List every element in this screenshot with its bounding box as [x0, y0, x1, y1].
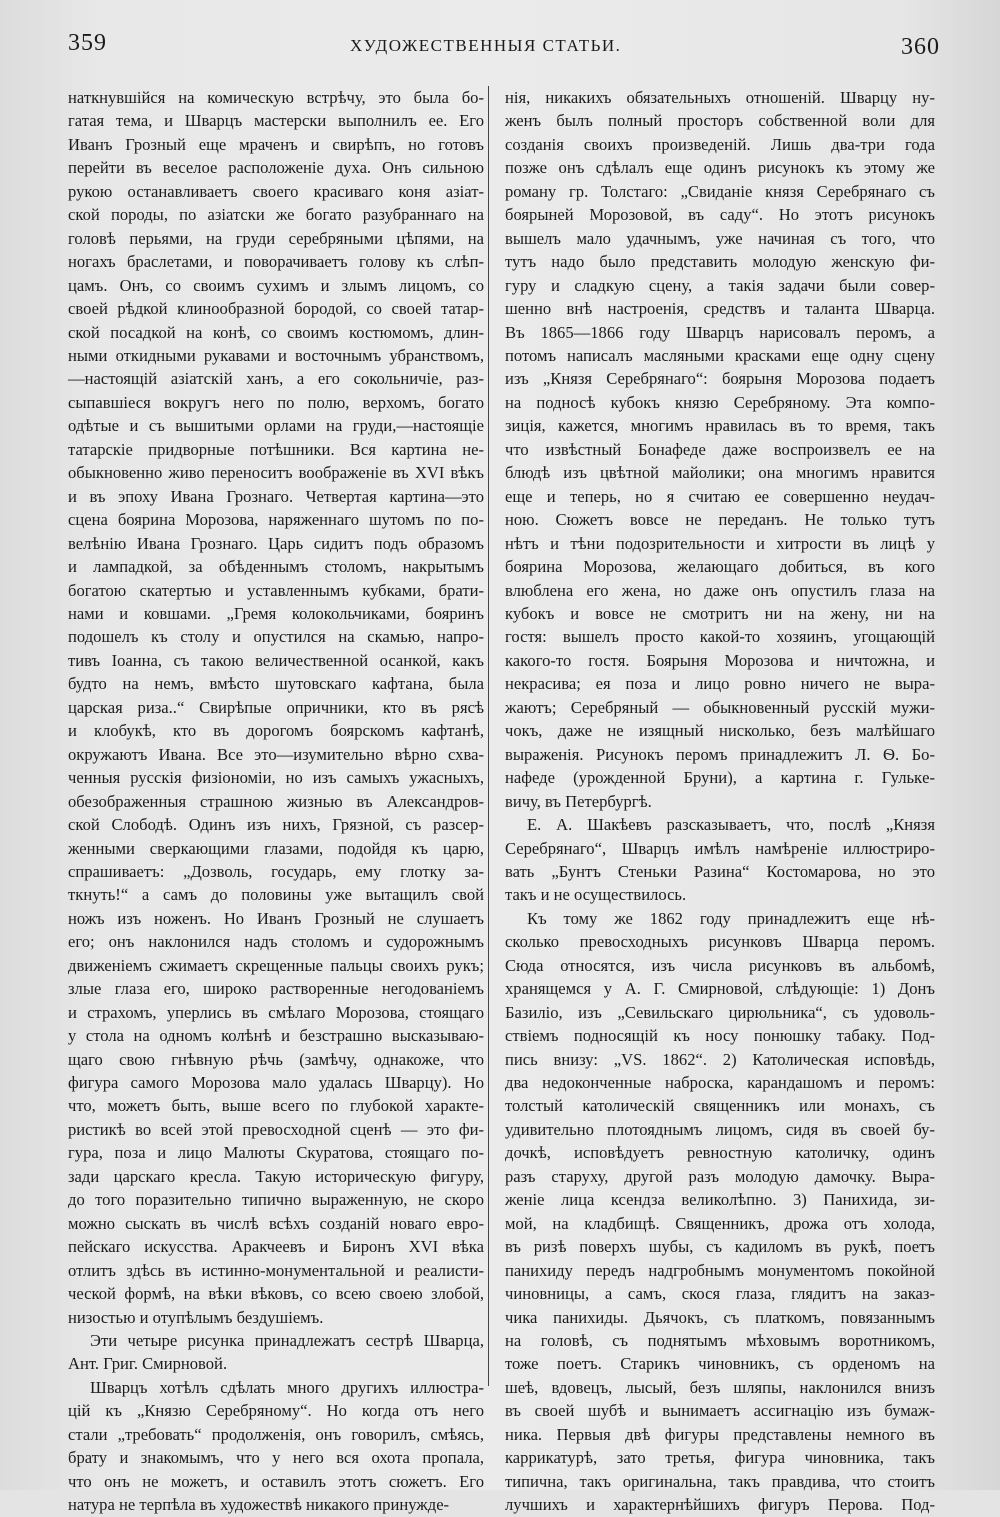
- text-line: ткнуть!“ а самъ до половины уже вытащилъ свой: [68, 885, 484, 905]
- text-line: ника. Первыя двѣ фигуры представлены немного въ: [505, 1424, 935, 1444]
- text-line: зиція, кажется, многимъ нравилась въ то время, такъ: [505, 416, 935, 436]
- text-line: и въ эпоху Ивана Грознаго. Четвертая картина—это: [68, 486, 484, 506]
- text-line: роману гр. Толстаго: „Свиданіе князя Серебрянаго съ: [505, 181, 935, 201]
- text-line: ской Слободѣ. Одинъ изъ нихъ, Грязной, съ разсер-: [68, 815, 484, 835]
- text-line: пись внизу: „VS. 1862“. 2) Католическая исповѣдь,: [505, 1049, 935, 1069]
- text-line: пейскаго искусства. Аракчеевъ и Биронъ XVI вѣка: [68, 1237, 484, 1257]
- text-line: мой, на кладбищѣ. Священникъ, дрожа отъ холода,: [505, 1213, 935, 1233]
- text-line: злые глаза его, широко растворенные негодованіемъ: [68, 979, 484, 999]
- text-line: созданія своихъ произведеній. Лишь два-три года: [505, 134, 935, 154]
- text-line: рукою останавливаетъ своего красиваго коня азіат-: [68, 181, 484, 201]
- text-line: одѣтые и съ вышитыми орлами на груди,—настоящіе: [68, 416, 484, 436]
- text-line: гатая тема, и Шварцъ мастерски выполнилъ ее. Его: [68, 111, 484, 131]
- text-line: Базиліо, изъ „Севильскаго цирюльника“, съ удоволь-: [505, 1002, 935, 1022]
- text-line: въ своей шубѣ и вынимаетъ ассигнацію изъ бумаж-: [505, 1401, 935, 1421]
- text-line: и страхомъ, уперлись въ смѣлаго Морозова, стоящаго: [68, 1002, 484, 1022]
- text-line: тивъ Іоанна, съ такою величественной осанкой, какъ: [68, 650, 484, 670]
- text-line: изъ „Князя Серебрянаго“: боярыня Морозова подаетъ: [505, 369, 935, 389]
- text-line: щаго свою гнѣвную рѣчь (замѣчу, однакоже, что: [68, 1049, 484, 1069]
- text-line: нія, никакихъ обязательныхъ отношеній. Шварцу ну-: [505, 88, 935, 107]
- text-line: толстый католическій священникъ или монахъ, съ: [505, 1096, 935, 1116]
- text-line: женными сверкающими глазами, подойдя къ царю,: [68, 838, 484, 858]
- text-line: женіе лица ксендза великолѣпно. 3) Панихида, зи-: [505, 1190, 935, 1210]
- text-line: цамъ. Онъ, со своимъ сухимъ и злымъ лицомъ, со: [68, 275, 484, 295]
- text-line: стали „требовать“ продолженія, онъ говорилъ, смѣясь,: [68, 1424, 484, 1444]
- text-line: кубокъ и вовсе не смотритъ ни на жену, ни на: [505, 603, 935, 623]
- text-line: панихиду передъ надгробнымъ монументомъ покойной: [505, 1260, 935, 1280]
- text-line: ными откидными рукавами и восточнымъ убранствомъ,: [68, 345, 484, 365]
- text-line: у стола на одномъ колѣнѣ и безстрашно высказываю-: [68, 1026, 484, 1046]
- text-line: наткнувшійся на комическую встрѣчу, это была бо-: [68, 88, 484, 107]
- text-line: и клобукѣ, кто въ дорогомъ боярскомъ кафтанѣ,: [68, 721, 484, 741]
- text-line: ною. Сюжетъ вовсе не переданъ. Не только тутъ: [505, 510, 935, 530]
- text-line: два недоконченные наброска, карандашомъ и перомъ:: [505, 1073, 935, 1093]
- text-line: ствіемъ подносящій къ носу понюшку табаку. Под-: [505, 1026, 935, 1046]
- text-line: татарскіе придворные потѣшники. Вся картина не-: [68, 439, 484, 459]
- text-line: выраженія. Рисунокъ перомъ принадлежитъ Л. Ѳ. Бо-: [505, 744, 935, 764]
- text-line: Серебрянаго“, Шварцъ имѣлъ намѣреніе иллюстриро-: [505, 838, 935, 858]
- text-line: некрасива; ея поза и лицо ровно ничего не выра-: [505, 674, 935, 694]
- text-line: женъ былъ полный просторъ собственной воли для: [505, 111, 935, 131]
- text-line: ческой формѣ, на вѣки вѣковъ, со всею своею злобой,: [68, 1284, 484, 1304]
- text-line: его; онъ наклонился надъ столомъ и судорожнымъ: [68, 932, 484, 952]
- text-line: дочкѣ, исповѣдуетъ ревностную католичку, одинъ: [505, 1143, 935, 1163]
- right-text-column: [505, 86, 935, 1517]
- text-line: будто на немъ, вмѣсто шутовскаго кафтана, была: [68, 674, 484, 694]
- text-line: нѣтъ и тѣни подозрительности и хитрости въ лицѣ у: [505, 533, 935, 553]
- text-line: цій къ „Князю Серебряному“. Но когда отъ него: [68, 1401, 484, 1421]
- text-line: типична, такъ оригинальна, такъ правдива, что стоитъ: [505, 1471, 935, 1491]
- text-line: сколько превосходныхъ рисунковъ Шварца перомъ.: [505, 932, 935, 952]
- text-line: что извѣстный Бонафеде даже воспроизвелъ ее на: [505, 439, 935, 459]
- text-line: чиновницы, а самъ, скося глаза, глядитъ на заказ-: [505, 1284, 935, 1304]
- text-line: влюблена его жена, но даже онъ опустилъ глаза на: [505, 580, 935, 600]
- text-line: боярыней Морозовой, въ саду“. Но этотъ рисунокъ: [505, 205, 935, 225]
- text-line: вышелъ мало удачнымъ, уже начиная съ того, что: [505, 228, 935, 248]
- text-line: ской посадкой на конѣ, со своимъ костюмомъ, длин-: [68, 322, 484, 342]
- text-line: Е. А. Шакѣевъ разсказываетъ, что, послѣ „Князя: [527, 815, 935, 835]
- text-line: Иванъ Грозный еще мраченъ и свирѣпъ, но готовъ: [68, 134, 484, 154]
- text-line: шенно внѣ настроенія, средствъ и таланта Шварца.: [505, 299, 935, 319]
- text-line: какого-то гостя. Боярыня Морозова и ничтожна, и: [505, 650, 935, 670]
- text-line: разъ старуху, другой разъ молодую дамочку. Выра-: [505, 1166, 935, 1186]
- text-line: лучшихъ и характернѣйшихъ фигуръ Перова. Под-: [505, 1495, 935, 1515]
- text-line: вичу, въ Петербургѣ.: [505, 791, 652, 811]
- text-line: шеѣ, вдовецъ, лысый, безъ шляпы, наклонился внизъ: [505, 1377, 935, 1397]
- text-line: движеніемъ сжимаетъ скрещенные пальцы своихъ рукъ;: [68, 955, 484, 975]
- text-line: позже онъ сдѣлалъ еще одинъ рисунокъ къ этому же: [505, 158, 935, 178]
- text-line: окружаютъ Ивана. Все это—изумительно вѣрно схва-: [68, 744, 484, 764]
- text-line: Ант. Григ. Смирновой.: [68, 1354, 228, 1374]
- text-line: богатою скатертью и уставленнымъ кубками, брати-: [68, 580, 484, 600]
- text-line: зади царскаго кресла. Такую историческую фигуру,: [68, 1166, 484, 1186]
- page-number-left: 359: [68, 30, 107, 56]
- text-line: до того поразительно типично выраженную, не скоро: [68, 1190, 484, 1210]
- text-line: на головѣ, съ поднятымъ мѣховымъ воротникомъ,: [505, 1331, 935, 1351]
- column-divider: [488, 86, 489, 1386]
- text-line: тутъ надо было представить молодую женскую фи-: [505, 252, 935, 272]
- text-line: обезображенныя страшною жизнью въ Александров-: [68, 791, 484, 811]
- text-line: ножъ изъ ноженъ. Но Иванъ Грозный не слушаетъ: [68, 908, 484, 928]
- text-line: подошелъ къ столу и опустился на скамью, напро-: [68, 627, 484, 647]
- text-line: что онъ не можетъ, и оставилъ этотъ сюжетъ. Его: [68, 1471, 484, 1491]
- text-line: тоже поетъ. Старикъ чиновникъ, съ орденомъ на: [505, 1354, 935, 1374]
- text-line: потомъ написалъ масляными красками еще одну сцену: [505, 345, 935, 365]
- text-line: брату и знакомымъ, что у него вся охота пропала,: [68, 1448, 484, 1468]
- text-line: гура, поза и лицо Малюты Скуратова, стоящаго по-: [68, 1143, 484, 1163]
- text-line: перейти въ веселое расположеніе духа. Онъ сильною: [68, 158, 484, 178]
- text-line: чокъ, даже не изящный нисколько, безъ малѣйшаго: [505, 721, 935, 741]
- text-line: отлитъ здѣсь въ истинно-монументальной и реалисти-: [68, 1260, 484, 1280]
- text-line: каррикатурѣ, зато третья, фигура чиновника, такъ: [505, 1448, 935, 1468]
- text-line: гостя: вышелъ просто какой-то хозяинъ, угощающій: [505, 627, 935, 647]
- text-line: царская риза..“ Свирѣпые опричники, кто въ рясѣ: [68, 697, 484, 717]
- text-line: велѣнію Ивана Грознаго. Царь сидитъ подъ образомъ: [68, 533, 484, 553]
- text-line: чика панихиды. Дьячокъ, съ платкомъ, повязаннымъ: [505, 1307, 935, 1327]
- text-line: ногахъ браслетами, и поворачиваетъ голову къ слѣп-: [68, 252, 484, 272]
- text-line: гуру и сладкую сцену, а такія задачи были совер-: [505, 275, 935, 295]
- text-line: такъ и не осуществилось.: [505, 885, 687, 905]
- text-line: на подносѣ кубокъ князю Серебряному. Эта компо-: [505, 392, 935, 412]
- text-line: Эти четыре рисунка принадлежатъ сестрѣ Шварца,: [90, 1331, 484, 1351]
- text-line: спрашиваетъ: „Дозволь, государь, ему глотку за-: [68, 861, 484, 881]
- text-line: блюдѣ изъ цвѣтной майолики; она многимъ нравится: [505, 463, 935, 483]
- running-title: ХУДОЖЕСТВЕННЫЯ СТАТЬИ.: [350, 36, 622, 55]
- text-line: Шварцъ хотѣлъ сдѣлать много другихъ иллюстра-: [90, 1377, 484, 1397]
- text-line: вать „Бунтъ Стеньки Разина“ Костомарова, но это: [505, 861, 935, 881]
- text-line: еще и теперь, но я считаю ее совершенно неудач-: [505, 486, 935, 506]
- text-line: и лампадкой, за обѣденнымъ столомъ, накрытымъ: [68, 557, 484, 577]
- text-line: удивительно плотояднымъ лицомъ, сидя въ своей бу-: [505, 1119, 935, 1139]
- text-line: —настоящій азіатскій ханъ, а его сокольничіе, раз-: [68, 369, 484, 389]
- left-text-column: [68, 86, 484, 1517]
- text-line: сцена боярина Морозова, наряженнаго шутомъ по по-: [68, 510, 484, 530]
- text-line: что, можетъ быть, выше всего по глубокой характе-: [68, 1096, 484, 1116]
- text-line: хранящемся у А. Г. Смирновой, слѣдующіе: 1) Донъ: [505, 979, 935, 999]
- text-line: ченныя русскія физіономіи, но изъ самыхъ ужасныхъ,: [68, 768, 484, 788]
- text-line: Къ тому же 1862 году принадлежитъ еще нѣ-: [527, 908, 935, 928]
- text-line: Въ 1865—1866 году Шварцъ нарисовалъ перомъ, а: [505, 322, 935, 342]
- text-line: Сюда относятся, изъ числа рисунковъ въ альбомѣ,: [505, 955, 935, 975]
- text-line: жаютъ; Серебряный — обыкновенный русскій мужи-: [505, 697, 935, 717]
- text-line: ской породы, по азіатски же богато разубраннаго на: [68, 205, 484, 225]
- text-line: головѣ перьями, на груди серебряными цѣпями, на: [68, 228, 484, 248]
- text-line: ристикѣ во всей этой превосходной сценѣ — это фи-: [68, 1119, 484, 1139]
- text-line: боярина Морозова, желающаго добиться, въ кого: [505, 557, 935, 577]
- text-line: въ ризѣ поверхъ шубы, съ кадиломъ въ рукѣ, поетъ: [505, 1237, 935, 1257]
- text-line: сыпавшіеся вокругъ него по полю, верхомъ, богато: [68, 392, 484, 412]
- text-line: натура не терпѣла въ художествѣ никакого принужде-: [68, 1495, 450, 1515]
- text-line: своей рѣдкой клинообразной бородой, со своей татар-: [68, 299, 484, 319]
- text-line: фигура самого Морозова мало удалась Шварцу). Но: [68, 1073, 484, 1093]
- running-header: [60, 28, 940, 68]
- text-line: нафеде (урожденной Бруни), а картина г. Гулькe-: [505, 768, 935, 788]
- text-line: низостью и отупѣлымъ бездушіемъ.: [68, 1307, 324, 1327]
- page-number-right: 360: [901, 34, 940, 60]
- text-line: нами и ковшами. „Гремя колокольчиками, бояринъ: [68, 603, 484, 623]
- text-line: обыкновенно живо переноситъ воображеніе въ XVI вѣкъ: [68, 463, 484, 483]
- text-line: можно сыскать въ числѣ всѣхъ созданій новаго евро-: [68, 1213, 484, 1233]
